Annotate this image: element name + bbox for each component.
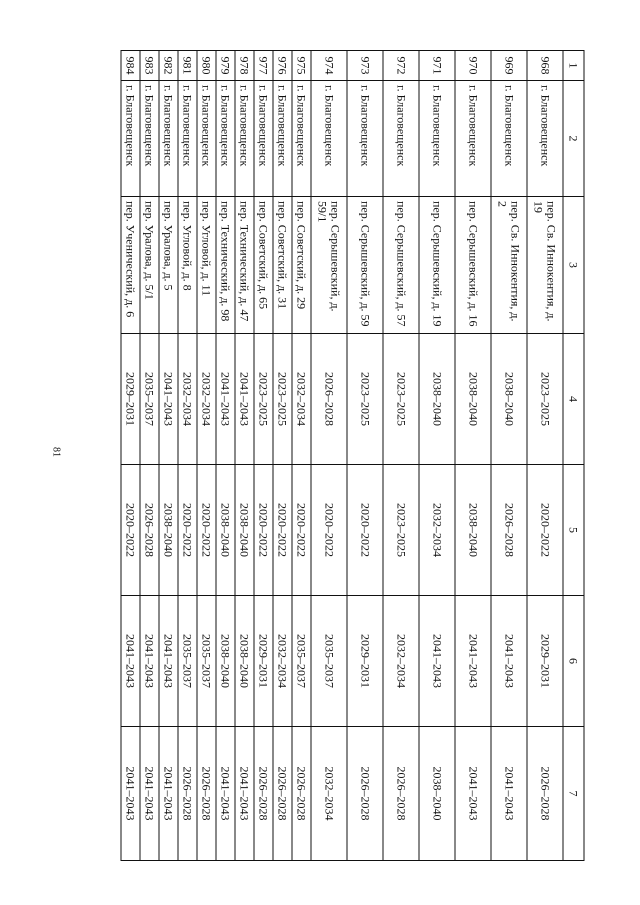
period-col5-cell: 2020–2022 bbox=[178, 465, 197, 596]
rotated-table-container bbox=[112, 50, 585, 860]
period-col7-cell: 2026–2028 bbox=[383, 727, 419, 861]
period-col5-cell: 2023–2025 bbox=[383, 465, 419, 596]
city-cell: г. Благовещенск bbox=[292, 81, 311, 197]
table-row bbox=[292, 51, 311, 861]
period-col4-cell: 2038–2040 bbox=[455, 334, 491, 465]
address-cell: пер. Уралова, д. 5 bbox=[159, 197, 178, 334]
period-col7-cell: 2041–2043 bbox=[455, 727, 491, 861]
row-number: 975 bbox=[292, 51, 311, 81]
period-col4-cell: 2023–2025 bbox=[383, 334, 419, 465]
table-row bbox=[159, 51, 178, 861]
period-col4-cell: 2041–2043 bbox=[159, 334, 178, 465]
period-col6-cell: 2032–2034 bbox=[383, 596, 419, 727]
address-cell: пер. Советский, д. 31 bbox=[273, 197, 292, 334]
table-row bbox=[383, 51, 419, 861]
city-cell: г. Благовещенск bbox=[178, 81, 197, 197]
address-cell: пер. Св. Иннокентия, д. 19 bbox=[527, 197, 563, 334]
column-header: 4 bbox=[563, 334, 584, 465]
period-col5-cell: 2038–2040 bbox=[216, 465, 235, 596]
address-cell: пер. Советский, д. 29 bbox=[292, 197, 311, 334]
address-cell: пер. Серышевский, д. 16 bbox=[455, 197, 491, 334]
row-number: 978 bbox=[235, 51, 254, 81]
city-cell: г. Благовещенск bbox=[273, 81, 292, 197]
period-col4-cell: 2038–2040 bbox=[491, 334, 527, 465]
table-row bbox=[273, 51, 292, 861]
row-number: 982 bbox=[159, 51, 178, 81]
table-row bbox=[216, 51, 235, 861]
period-col7-cell: 2026–2028 bbox=[197, 727, 216, 861]
period-col5-cell: 2020–2022 bbox=[311, 465, 347, 596]
period-col6-cell: 2029–2031 bbox=[347, 596, 383, 727]
city-cell: г. Благовещенск bbox=[197, 81, 216, 197]
city-cell: г. Благовещенск bbox=[159, 81, 178, 197]
city-cell: г. Благовещенск bbox=[121, 81, 140, 197]
row-number: 972 bbox=[383, 51, 419, 81]
period-col4-cell: 2032–2034 bbox=[292, 334, 311, 465]
period-col6-cell: 2041–2043 bbox=[140, 596, 159, 727]
page-number: 81 bbox=[50, 447, 62, 457]
row-number: 977 bbox=[254, 51, 273, 81]
row-number: 976 bbox=[273, 51, 292, 81]
period-col4-cell: 2023–2025 bbox=[273, 334, 292, 465]
city-cell: г. Благовещенск bbox=[216, 81, 235, 197]
address-cell: пер. Угловой, д. 8 bbox=[178, 197, 197, 334]
city-cell: г. Благовещенск bbox=[311, 81, 347, 197]
row-number: 974 bbox=[311, 51, 347, 81]
city-cell: г. Благовещенск bbox=[419, 81, 455, 197]
period-col6-cell: 2032–2034 bbox=[273, 596, 292, 727]
row-number: 980 bbox=[197, 51, 216, 81]
period-col7-cell: 2026–2028 bbox=[527, 727, 563, 861]
row-number: 983 bbox=[140, 51, 159, 81]
period-col4-cell: 2038–2040 bbox=[419, 334, 455, 465]
period-col7-cell: 2026–2028 bbox=[292, 727, 311, 861]
table-row bbox=[419, 51, 455, 861]
period-col4-cell: 2023–2025 bbox=[527, 334, 563, 465]
city-cell: г. Благовещенск bbox=[383, 81, 419, 197]
row-number: 971 bbox=[419, 51, 455, 81]
city-cell: г. Благовещенск bbox=[455, 81, 491, 197]
period-col5-cell: 2020–2022 bbox=[292, 465, 311, 596]
table-row bbox=[178, 51, 197, 861]
table-row bbox=[121, 51, 140, 861]
period-col6-cell: 2029–2031 bbox=[254, 596, 273, 727]
period-col5-cell: 2026–2028 bbox=[140, 465, 159, 596]
period-col6-cell: 2035–2037 bbox=[311, 596, 347, 727]
row-number: 969 bbox=[491, 51, 527, 81]
city-cell: г. Благовещенск bbox=[347, 81, 383, 197]
row-number: 979 bbox=[216, 51, 235, 81]
period-col4-cell: 2029–2031 bbox=[121, 334, 140, 465]
period-col7-cell: 2026–2028 bbox=[254, 727, 273, 861]
period-col5-cell: 2020–2022 bbox=[527, 465, 563, 596]
period-col5-cell: 2020–2022 bbox=[197, 465, 216, 596]
table-row bbox=[254, 51, 273, 861]
period-col4-cell: 2026–2028 bbox=[311, 334, 347, 465]
period-col6-cell: 2041–2043 bbox=[159, 596, 178, 727]
address-cell: пер. Уралова, д. 5/1 bbox=[140, 197, 159, 334]
column-header: 6 bbox=[563, 596, 584, 727]
period-col6-cell: 2029–2031 bbox=[527, 596, 563, 727]
city-cell: г. Благовещенск bbox=[140, 81, 159, 197]
period-col4-cell: 2023–2025 bbox=[347, 334, 383, 465]
period-col4-cell: 2023–2025 bbox=[254, 334, 273, 465]
city-cell: г. Благовещенск bbox=[491, 81, 527, 197]
period-col5-cell: 2020–2022 bbox=[273, 465, 292, 596]
city-cell: г. Благовещенск bbox=[254, 81, 273, 197]
period-col6-cell: 2035–2037 bbox=[292, 596, 311, 727]
row-number: 970 bbox=[455, 51, 491, 81]
address-cell: пер. Серышевский, д. 59/1 bbox=[311, 197, 347, 334]
period-col5-cell: 2026–2028 bbox=[491, 465, 527, 596]
table-row bbox=[347, 51, 383, 861]
address-cell: пер. Технический, д. 47 bbox=[235, 197, 254, 334]
period-col7-cell: 2041–2043 bbox=[491, 727, 527, 861]
address-cell: пер. Ученический, д. 6 bbox=[121, 197, 140, 334]
period-col5-cell: 2032–2034 bbox=[419, 465, 455, 596]
period-col4-cell: 2032–2034 bbox=[197, 334, 216, 465]
period-col7-cell: 2041–2043 bbox=[140, 727, 159, 861]
row-number: 981 bbox=[178, 51, 197, 81]
schedule-table bbox=[121, 50, 585, 861]
period-col6-cell: 2041–2043 bbox=[455, 596, 491, 727]
period-col7-cell: 2041–2043 bbox=[235, 727, 254, 861]
table-row bbox=[311, 51, 347, 861]
address-cell: пер. Серышевский, д. 57 bbox=[383, 197, 419, 334]
row-number: 984 bbox=[121, 51, 140, 81]
period-col7-cell: 2026–2028 bbox=[347, 727, 383, 861]
address-cell: пер. Советский, д. 65 bbox=[254, 197, 273, 334]
period-col7-cell: 2041–2043 bbox=[121, 727, 140, 861]
period-col4-cell: 2041–2043 bbox=[216, 334, 235, 465]
period-col6-cell: 2041–2043 bbox=[491, 596, 527, 727]
address-cell: пер. Серышевский, д. 59 bbox=[347, 197, 383, 334]
table-row bbox=[235, 51, 254, 861]
column-header: 3 bbox=[563, 197, 584, 334]
period-col6-cell: 2038–2040 bbox=[235, 596, 254, 727]
table-row bbox=[455, 51, 491, 861]
column-header: 1 bbox=[563, 51, 584, 81]
address-cell: пер. Св. Иннокентия, д. 2 bbox=[491, 197, 527, 334]
row-number: 968 bbox=[527, 51, 563, 81]
period-col7-cell: 2026–2028 bbox=[178, 727, 197, 861]
period-col6-cell: 2041–2043 bbox=[419, 596, 455, 727]
city-cell: г. Благовещенск bbox=[527, 81, 563, 197]
period-col5-cell: 2020–2022 bbox=[254, 465, 273, 596]
table-row bbox=[527, 51, 563, 861]
period-col6-cell: 2038–2040 bbox=[216, 596, 235, 727]
period-col5-cell: 2020–2022 bbox=[121, 465, 140, 596]
period-col7-cell: 2041–2043 bbox=[216, 727, 235, 861]
period-col6-cell: 2035–2037 bbox=[178, 596, 197, 727]
period-col7-cell: 2032–2034 bbox=[311, 727, 347, 861]
period-col6-cell: 2041–2043 bbox=[121, 596, 140, 727]
period-col5-cell: 2020–2022 bbox=[347, 465, 383, 596]
period-col6-cell: 2035–2037 bbox=[197, 596, 216, 727]
address-cell: пер. Угловой, д. 11 bbox=[197, 197, 216, 334]
period-col5-cell: 2038–2040 bbox=[455, 465, 491, 596]
period-col7-cell: 2041–2043 bbox=[159, 727, 178, 861]
column-header: 7 bbox=[563, 727, 584, 861]
row-number: 973 bbox=[347, 51, 383, 81]
period-col4-cell: 2041–2043 bbox=[235, 334, 254, 465]
column-header: 5 bbox=[563, 465, 584, 596]
period-col5-cell: 2038–2040 bbox=[159, 465, 178, 596]
period-col7-cell: 2038–2040 bbox=[419, 727, 455, 861]
header-row bbox=[563, 51, 584, 861]
period-col4-cell: 2032–2034 bbox=[178, 334, 197, 465]
table-row bbox=[491, 51, 527, 861]
address-cell: пер. Технический, д. 98 bbox=[216, 197, 235, 334]
city-cell: г. Благовещенск bbox=[235, 81, 254, 197]
period-col4-cell: 2035–2037 bbox=[140, 334, 159, 465]
column-header: 2 bbox=[563, 81, 584, 197]
table-row bbox=[140, 51, 159, 861]
table-row bbox=[197, 51, 216, 861]
period-col5-cell: 2038–2040 bbox=[235, 465, 254, 596]
period-col7-cell: 2026–2028 bbox=[273, 727, 292, 861]
address-cell: пер. Серышевский, д. 19 bbox=[419, 197, 455, 334]
